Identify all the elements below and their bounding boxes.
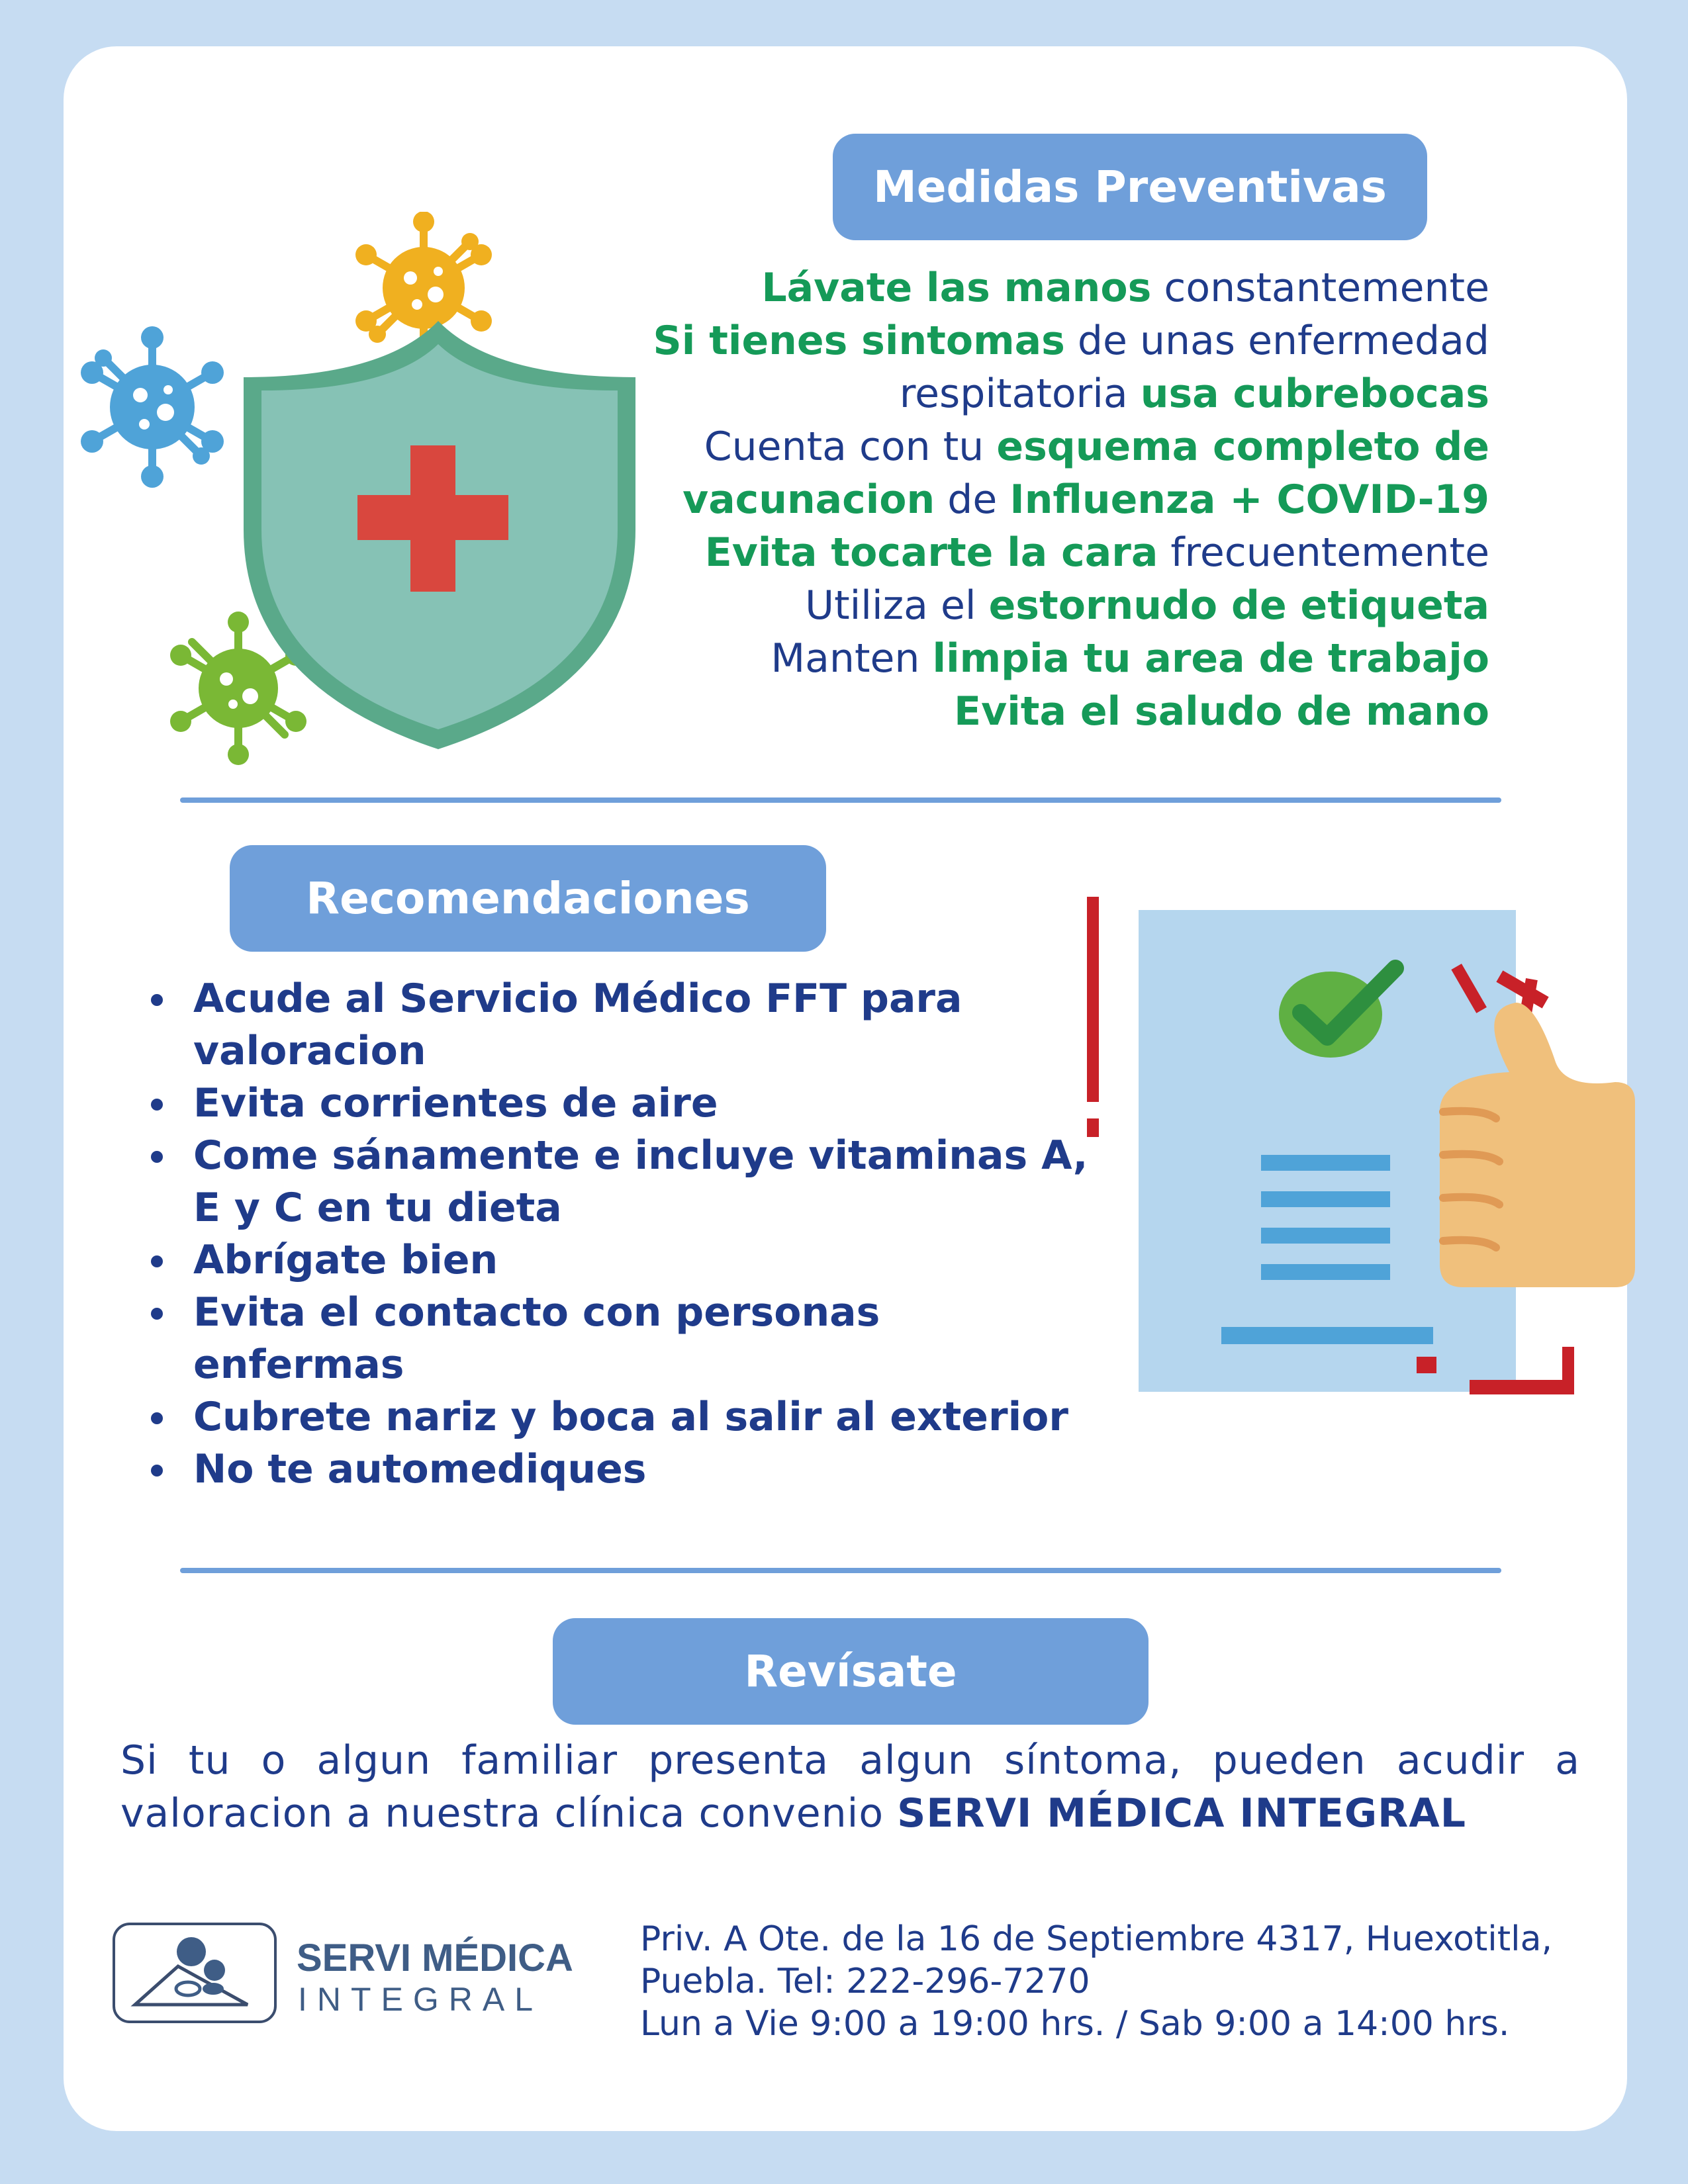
body-text: frecuentemente	[1158, 529, 1489, 576]
logo-text-primary: SERVI MÉDICA	[297, 1936, 573, 1979]
address-line-2: Puebla. Tel: 222-296-7270	[640, 1962, 1090, 2001]
highlight-text: vacunacion	[682, 477, 935, 523]
preventive-line	[563, 367, 1489, 420]
section-title-recomendaciones: Recomendaciones	[230, 845, 826, 952]
body-text: de unas enfermedad	[1064, 318, 1489, 364]
highlight-text: Influenza + COVID-19	[1009, 477, 1489, 523]
recommendation-item: Evita corrientes de aire	[139, 1077, 1099, 1130]
preventive-line	[563, 473, 1489, 526]
highlight-text: usa cubrebocas	[1140, 371, 1489, 417]
clinic-contact-info	[640, 1918, 1552, 2045]
body-text: Manten	[771, 635, 933, 682]
recommendations-list	[139, 973, 1099, 1496]
checklist-thumbs-up-illustration	[1072, 890, 1635, 1459]
preventive-line	[563, 314, 1489, 367]
highlight-text: Evita tocarte la cara	[704, 529, 1158, 576]
opening-hours: Lun a Vie 9:00 a 19:00 hrs. / Sab 9:00 a 14:00 hrs.	[640, 2004, 1510, 2044]
recommendation-item: Abrígate bien	[139, 1234, 1099, 1287]
recommendation-item: Evita el contacto con personas enfermas	[139, 1287, 1099, 1391]
revisate-text: Si tu o algun familiar presenta algun síntoma, pueden acudir a valoracion a nuestra clínica convenio	[120, 1737, 1580, 1837]
highlight-text: Evita el saludo de mano	[954, 688, 1489, 735]
clinic-name: SERVI MÉDICA INTEGRAL	[897, 1790, 1466, 1837]
highlight-text: Si tienes sintomas	[653, 318, 1065, 364]
section-title-revisate: Revísate	[553, 1618, 1149, 1725]
body-text: Utiliza el	[805, 582, 989, 629]
divider	[180, 797, 1501, 803]
highlight-text: estornudo de etiqueta	[988, 582, 1489, 629]
body-text: Cuenta con tu	[704, 424, 997, 470]
body-text: respitatoria	[899, 371, 1141, 417]
address-line-1: Priv. A Ote. de la 16 de Septiembre 4317, Huexotitla,	[640, 1919, 1552, 1959]
highlight-text: esquema completo de	[996, 424, 1489, 470]
highlight-text: limpia tu area de trabajo	[932, 635, 1489, 682]
preventive-line	[563, 526, 1489, 579]
divider	[180, 1568, 1501, 1573]
preventive-measures-list	[563, 261, 1489, 738]
clinic-logo	[113, 1923, 277, 2023]
clinic-logo-icon	[115, 1925, 274, 2021]
logo-text-secondary: INTEGRAL	[298, 1981, 543, 2018]
preventive-line	[563, 579, 1489, 632]
preventive-line	[563, 632, 1489, 685]
recommendation-item: Acude al Servicio Médico FFT para valoracion	[139, 973, 1099, 1077]
recommendation-item: No te automediques	[139, 1443, 1099, 1496]
body-text: de	[935, 477, 1010, 523]
highlight-text: Lávate las manos	[761, 265, 1152, 311]
preventive-line	[563, 420, 1489, 473]
virus-blue-icon	[81, 326, 224, 488]
preventive-line	[563, 261, 1489, 314]
revisate-paragraph	[120, 1734, 1580, 1840]
recommendation-item: Come sánamente e incluye vitaminas A, E y C en tu dieta	[139, 1130, 1099, 1234]
section-title-preventivas: Medidas Preventivas	[833, 134, 1427, 240]
body-text: constantemente	[1151, 265, 1489, 311]
preventive-line	[563, 685, 1489, 738]
recommendation-item: Cubrete nariz y boca al salir al exterior	[139, 1391, 1099, 1443]
